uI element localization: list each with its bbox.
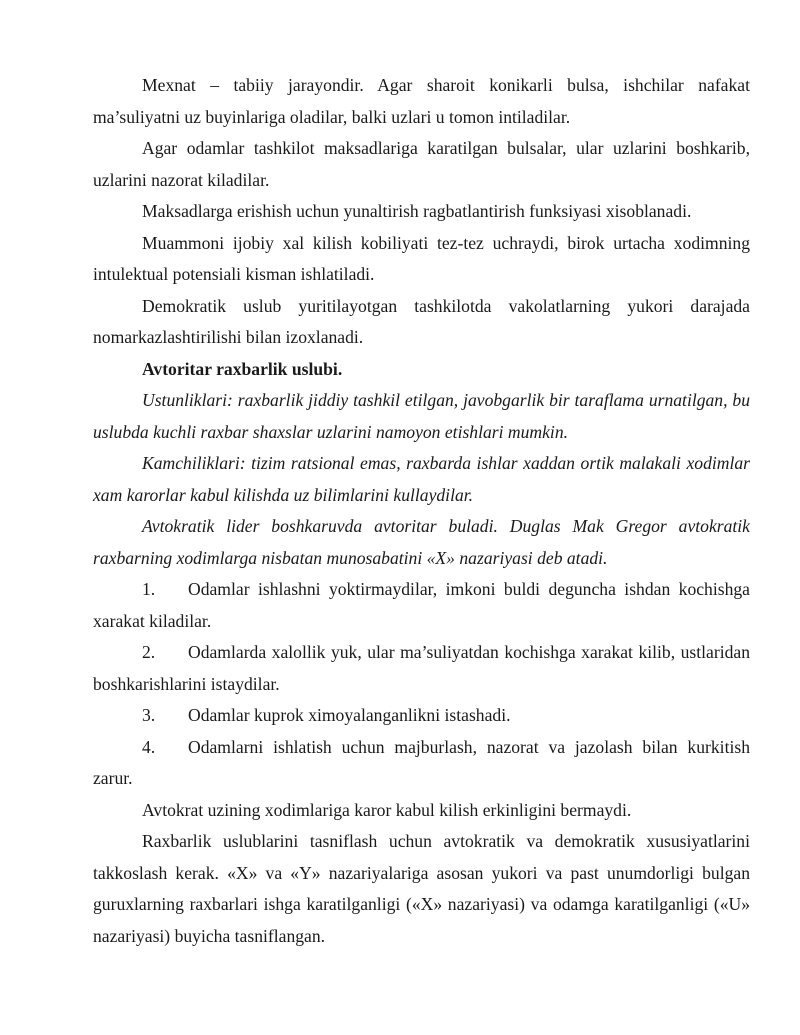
list-text: Odamlar ishlashni yoktirmaydilar, imkoni buldi deguncha ishdan kochishga xarakat kiladilar.	[93, 579, 750, 631]
paragraph: Raxbarlik uslublarini tasniflash uchun avtokratik va demokratik xususiyatlarini takkoslash kerak. «X» va «Y» nazariyalariga asosan yukori va past unumdorligi bulgan guruxlarning raxbarlari ishga karatilganligi («X» nazariyasi) va odamga karatilganligi («U» nazariyasi) buyicha tasniflangan.	[93, 831, 750, 946]
paragraph: Demokratik uslub yuritilayotgan tashkilotda vakolatlarning yukori darajada nomarkazlashtirilishi bilan izoxlanadi.	[93, 295, 750, 347]
numbered-list-item	[93, 732, 750, 795]
paragraph: Agar odamlar tashkilot maksadlariga karatilgan bulsalar, ular uzlarini boshkarib, uzlarini nazorat kiladilar.	[93, 138, 750, 190]
paragraph: Avtokrat uzining xodimlariga karor kabul kilish erkinligini bermaydi.	[142, 799, 632, 820]
list-text: Odamlar kuprok ximoyalanganlikni istashadi.	[188, 705, 511, 725]
numbered-list-item	[93, 700, 750, 732]
numbered-list-item	[93, 574, 750, 637]
paragraph: Mexnat – tabiiy jarayondir. Agar sharoit konikarli bulsa, ishchilar nafakat ma’suliyatni uz buyinlariga oladilar, balki uzlari u tomon intiladilar.	[93, 75, 750, 127]
list-number: 3.	[142, 705, 156, 725]
document-body	[93, 70, 750, 952]
list-text: Odamlarda xalollik yuk, ular ma’suliyatdan kochishga xarakat kilib, ustlaridan boshkarishlarini istaydilar.	[93, 642, 750, 694]
paragraph: Muammoni ijobiy xal kilish kobiliyati tez-tez uchraydi, birok urtacha xodimning intulektual potensiali kisman ishlatiladi.	[93, 232, 750, 284]
numbered-list-item	[93, 637, 750, 700]
list-number: 1.	[142, 579, 156, 599]
section-heading: Avtoritar raxbarlik uslubi.	[142, 358, 343, 379]
paragraph: Maksadlarga erishish uchun yunaltirish ragbatlantirish funksiyasi xisoblanadi.	[142, 201, 692, 221]
list-number: 2.	[142, 642, 156, 662]
italic-paragraph: Ustunliklari: raxbarlik jiddiy tashkil etilgan, javobgarlik bir taraflama urnatilgan, bu uslubda kuchli raxbar shaxslar uzlarini namoyon etishlari mumkin.	[93, 390, 750, 442]
list-number: 4.	[142, 736, 156, 757]
list-text: Odamlarni ishlatish uchun majburlash, nazorat va jazolash bilan kurkitish zarur.	[93, 736, 750, 788]
italic-paragraph: Avtokratik lider boshkaruvda avtoritar buladi. Duglas Mak Gregor avtokratik raxbarning xodimlarga nisbatan munosabatini «X» nazariyasi deb atadi.	[93, 516, 750, 568]
italic-paragraph: Kamchiliklari: tizim ratsional emas, raxbarda ishlar xaddan ortik malakali xodimlar xam karorlar kabul kilishda uz bilimlarini kullaydilar.	[93, 453, 750, 505]
